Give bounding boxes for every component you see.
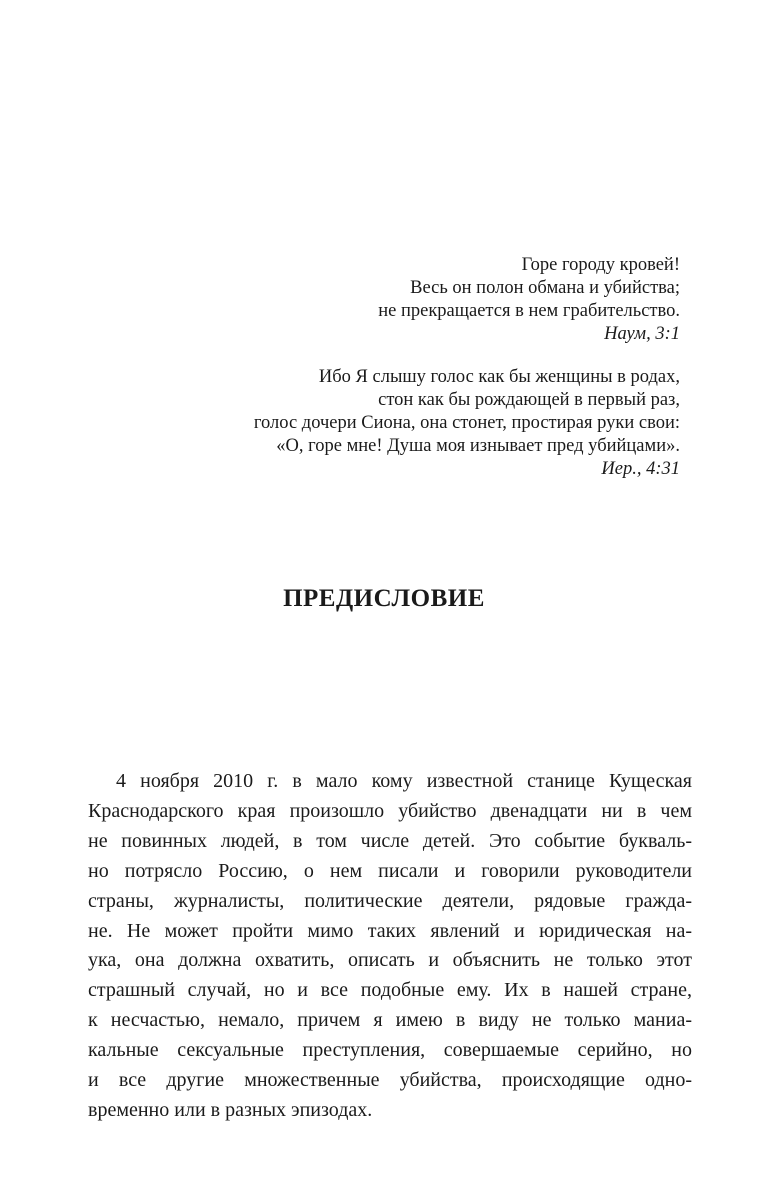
text-line: ука, она должна охватить, описать и объяснить не только этот <box>88 949 692 972</box>
text-line: к несчастью, немало, причем я имею в виду не только маниа- <box>88 1009 692 1032</box>
epigraph-line: стон как бы рождающей в первый раз, <box>378 390 680 410</box>
text-line: страшный случай, но и все подобные ему. Их в нашей стране, <box>88 979 692 1002</box>
text-line: не повинных людей, в том числе детей. Это событие букваль- <box>88 829 692 852</box>
text-line: Краснодарского края произошло убийство двенадцати ни в чем <box>88 799 692 822</box>
chapter-heading: ПРЕДИСЛОВИЕ <box>283 585 485 612</box>
epigraph-nahum <box>378 254 680 346</box>
epigraph-line: Горе городу кровей! <box>521 255 680 275</box>
text-line: не. Не может пройти мимо таких явлений и юридическая на- <box>88 919 692 942</box>
text-line: но потрясло Россию, о нем писали и говорили руководители <box>88 859 692 882</box>
epigraph-source: Наум, 3:1 <box>604 324 680 344</box>
epigraph-line: «О, горе мне! Душа моя изнывает пред убийцами». <box>276 436 680 456</box>
text-line: кальные сексуальные преступления, совершаемые серийно, но <box>88 1039 692 1062</box>
epigraph-line: Весь он полон обмана и убийства; <box>410 278 680 298</box>
text-line: 4 ноября 2010 г. в мало кому известной станице Кущеская <box>116 770 692 792</box>
body-paragraph <box>88 767 692 1126</box>
text-line: временно или в разных эпизодах. <box>88 1098 373 1121</box>
epigraph-line: Ибо Я слышу голос как бы женщины в родах, <box>318 367 680 387</box>
epigraph-line: не прекращается в нем грабительство. <box>378 301 680 321</box>
epigraph-jeremiah <box>254 366 680 481</box>
epigraph-line: голос дочери Сиона, она стонет, простирая руки свои: <box>253 413 680 433</box>
text-line: и все другие множественные убийства, происходящие одно- <box>88 1069 692 1092</box>
text-line: страны, журналисты, политические деятели, рядовые гражда- <box>88 889 692 912</box>
epigraph-source: Иер., 4:31 <box>601 459 680 479</box>
